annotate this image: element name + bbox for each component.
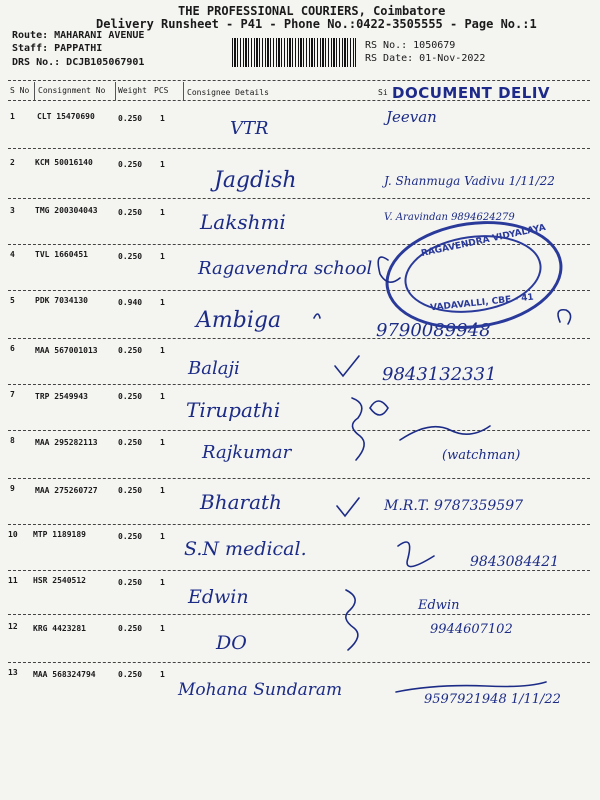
row-sno: 13 bbox=[8, 668, 18, 677]
row-sno: 12 bbox=[8, 622, 18, 631]
row-signature: 9597921948 1/11/22 bbox=[424, 692, 561, 707]
row-sno: 5 bbox=[10, 296, 15, 305]
row-consignment: MTP 1189189 bbox=[33, 530, 86, 539]
row-weight: 0.250 bbox=[118, 114, 143, 123]
row-consignment: MAA 275260727 bbox=[35, 486, 98, 495]
row-weight: 0.250 bbox=[118, 438, 143, 447]
row-consignee: Mohana Sundaram bbox=[178, 680, 343, 700]
row-weight: 0.250 bbox=[118, 160, 143, 169]
row-sno: 11 bbox=[8, 576, 18, 585]
signature-stroke bbox=[370, 401, 388, 415]
row-weight: 0.250 bbox=[118, 532, 143, 541]
row-weight: 0.250 bbox=[118, 578, 143, 587]
row-pcs: 1 bbox=[160, 392, 165, 401]
row-consignee: Lakshmi bbox=[200, 210, 286, 234]
row-consignee: Jagdish bbox=[214, 168, 297, 193]
rs-number: RS No.: 1050679 bbox=[365, 40, 456, 51]
row-pcs: 1 bbox=[160, 578, 165, 587]
signature-stroke bbox=[398, 542, 434, 567]
signature-stroke bbox=[314, 314, 320, 318]
brace-mark bbox=[346, 590, 358, 650]
row-sno: 2 bbox=[10, 158, 15, 167]
row-signature: V. Aravindan 9894624279 bbox=[384, 212, 515, 223]
drs-number: DRS No.: DCJB105067901 bbox=[12, 57, 145, 68]
col-weight: Weight bbox=[118, 86, 147, 95]
row-pcs: 1 bbox=[160, 298, 165, 307]
row-pcs: 1 bbox=[160, 160, 165, 169]
row-sno: 4 bbox=[10, 250, 15, 259]
signature-stroke bbox=[400, 426, 490, 440]
row-consignee: Edwin bbox=[188, 586, 249, 608]
signature-stroke bbox=[558, 310, 571, 324]
row-pcs: 1 bbox=[160, 346, 165, 355]
row-consignment: PDK 7034130 bbox=[35, 296, 88, 305]
row-consignment: MAA 567001013 bbox=[35, 346, 98, 355]
signature-stroke bbox=[396, 682, 546, 692]
row-signature: Jeevan bbox=[386, 108, 437, 126]
row-weight: 0.250 bbox=[118, 670, 143, 679]
row-consignment: MAA 568324794 bbox=[33, 670, 96, 679]
col-consignment: Consignment No bbox=[38, 86, 106, 95]
row-pcs: 1 bbox=[160, 114, 165, 123]
row-sno: 6 bbox=[10, 344, 15, 353]
row-sno: 8 bbox=[10, 436, 15, 445]
row-signature: J. Shanmuga Vadivu 1/11/22 bbox=[384, 174, 555, 188]
row-signature: 9790089948 bbox=[376, 320, 491, 341]
row-sno: 1 bbox=[10, 112, 15, 121]
row-signature: 9843084421 bbox=[470, 554, 560, 570]
row-consignee: Ambiga bbox=[196, 308, 282, 333]
rs-date: RS Date: 01-Nov-2022 bbox=[365, 53, 486, 64]
row-consignee: DO bbox=[216, 632, 247, 654]
row-weight: 0.940 bbox=[118, 298, 143, 307]
row-consignee: VTR bbox=[230, 118, 269, 139]
col-signature: Si bbox=[378, 88, 388, 97]
row-consignment: TRP 2549943 bbox=[35, 392, 88, 401]
route-label: Route: MAHARANI AVENUE bbox=[12, 30, 145, 41]
row-weight: 0.250 bbox=[118, 486, 143, 495]
row-consignee: Ragavendra school bbox=[198, 258, 373, 279]
row-pcs: 1 bbox=[160, 532, 165, 541]
row-weight: 0.250 bbox=[118, 392, 143, 401]
row-pcs: 1 bbox=[160, 208, 165, 217]
row-weight: 0.250 bbox=[118, 252, 143, 261]
row-consignment: CLT 15470690 bbox=[37, 112, 95, 121]
check-mark bbox=[335, 356, 359, 376]
row-weight: 0.250 bbox=[118, 624, 143, 633]
row-consignment: TVL 1660451 bbox=[35, 250, 88, 259]
row-pcs: 1 bbox=[160, 670, 165, 679]
row-consignee: Balaji bbox=[188, 358, 240, 379]
row-sno: 10 bbox=[8, 530, 18, 539]
runsheet-title: THE PROFESSIONAL COURIERS, Coimbatore bbox=[178, 4, 446, 18]
row-consignment: TMG 200304043 bbox=[35, 206, 98, 215]
brace-mark bbox=[352, 398, 364, 460]
runsheet-subtitle: Delivery Runsheet - P41 - Phone No.:0422-3505555 - Page No.:1 bbox=[96, 17, 537, 31]
row-weight: 0.250 bbox=[118, 208, 143, 217]
row-signature: M.R.T. 9787359597 bbox=[384, 498, 524, 514]
row-sno: 7 bbox=[10, 390, 15, 399]
row-consignee: S.N medical. bbox=[184, 538, 307, 560]
row-consignment: MAA 295282113 bbox=[35, 438, 98, 447]
row-sno: 3 bbox=[10, 206, 15, 215]
row-signature: 9944607102 bbox=[430, 622, 513, 637]
row-weight: 0.250 bbox=[118, 346, 143, 355]
row-pcs: 1 bbox=[160, 624, 165, 633]
row-consignment: HSR 2540512 bbox=[33, 576, 86, 585]
row-consignment: KRG 4423281 bbox=[33, 624, 86, 633]
row-consignee: Bharath bbox=[200, 490, 282, 514]
row-consignee: Rajkumar bbox=[202, 442, 292, 463]
school-stamp-top-text: RAGAVENDRA VIDYALAYA bbox=[420, 222, 547, 260]
check-mark bbox=[337, 498, 359, 516]
row-signature: 9843132331 bbox=[382, 364, 497, 385]
signature-stroke bbox=[378, 257, 400, 282]
col-sno: S No bbox=[10, 86, 30, 95]
row-signature: Edwin bbox=[418, 598, 460, 613]
row-consignment: KCM 50016140 bbox=[35, 158, 93, 167]
row-pcs: 1 bbox=[160, 252, 165, 261]
row-pcs: 1 bbox=[160, 486, 165, 495]
row-signature: (watchman) bbox=[442, 448, 521, 463]
col-consignee: Consignee Details bbox=[187, 88, 269, 97]
col-pcs: PCS bbox=[154, 86, 169, 95]
document-delivery-stamp: DOCUMENT DELIV bbox=[392, 84, 551, 102]
staff-label: Staff: PAPPATHI bbox=[12, 43, 103, 54]
row-pcs: 1 bbox=[160, 438, 165, 447]
row-sno: 9 bbox=[10, 484, 15, 493]
row-consignee: Tirupathi bbox=[186, 398, 281, 422]
school-stamp-bottom-text: VADAVALLI, CBE - 41 bbox=[429, 292, 535, 314]
